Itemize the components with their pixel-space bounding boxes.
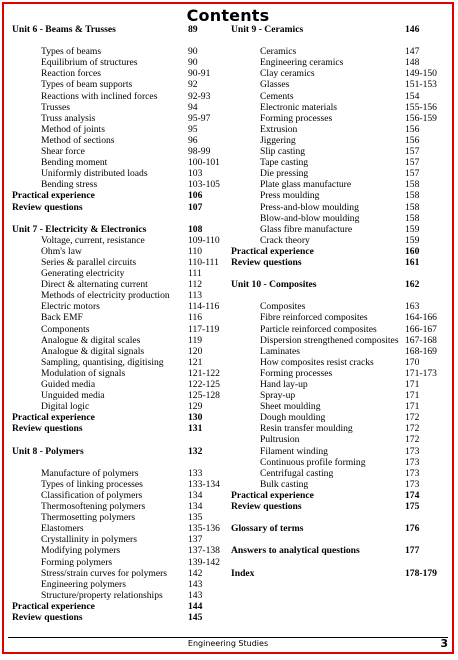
toc-entry-page: 120: [188, 345, 203, 357]
toc-entry-page: 90: [188, 46, 198, 58]
toc-entry-title: Components: [41, 323, 90, 335]
toc-entry: [12, 79, 227, 90]
toc-entry: [12, 523, 227, 534]
toc-unit-heading: [231, 24, 447, 35]
toc-entry-title: Unguided media: [41, 390, 105, 402]
toc-entry-page: 117-119: [188, 323, 220, 335]
toc-entry-page: 134: [188, 489, 203, 501]
toc-entry-page: 132: [188, 445, 203, 457]
toc-entry: [231, 257, 447, 268]
toc-entry-page: 95: [188, 123, 198, 135]
toc-entry-title: Review questions: [231, 501, 302, 513]
toc-entry-page: 131: [188, 423, 203, 435]
toc-entry-page: 100-101: [188, 157, 220, 169]
toc-entry-page: 110-111: [188, 256, 219, 268]
toc-entry-page: 171: [405, 379, 420, 390]
toc-entry-title: Trusses: [41, 101, 70, 113]
toc-entry-page: 134: [188, 501, 203, 513]
toc-entry: [12, 423, 227, 434]
toc-entry: [12, 202, 227, 213]
toc-entry-title: Dispersion strengthened composites: [260, 334, 399, 346]
toc-entry-page: 172: [405, 412, 420, 424]
toc-entry-page: 176: [405, 523, 420, 535]
toc-entry-title: Centrifugal casting: [260, 467, 334, 479]
toc-entry-page: 163: [405, 301, 420, 313]
toc-entry: [231, 412, 447, 423]
toc-entry-page: 173: [405, 445, 420, 457]
toc-entry-page: 109-110: [188, 234, 220, 246]
toc-entry: [12, 468, 227, 479]
toc-entry-title: Series & parallel circuits: [41, 256, 137, 268]
toc-entry-page: 139-142: [188, 556, 220, 568]
toc-entry-page: 158: [405, 179, 420, 191]
toc-entry-page: 156-159: [405, 112, 437, 124]
toc-entry-page: 90: [188, 57, 198, 69]
toc-entry-title: Practical experience: [12, 600, 95, 612]
toc-entry-page: 174: [405, 489, 420, 501]
toc-entry: [231, 224, 447, 235]
toc-entry-title: Modulation of signals: [41, 367, 126, 379]
toc-entry-page: 107: [188, 201, 203, 213]
toc-entry-page: 166-167: [405, 323, 437, 335]
toc-entry: [231, 91, 447, 102]
toc-entry: [12, 346, 227, 357]
toc-entry: [231, 46, 447, 57]
toc-entry-page: 135-136: [188, 523, 220, 535]
toc-entry-title: Modifying polymers: [41, 545, 121, 557]
toc-entry-page: 162: [405, 279, 420, 291]
toc-entry-title: Plate glass manufacture: [260, 179, 352, 191]
toc-entry-page: 178-179: [405, 567, 437, 579]
toc-entry-title: Direct & alternating current: [41, 279, 148, 291]
toc-entry: [12, 290, 227, 301]
toc-entry-title: Unit 6 - Beams & Trusses: [12, 24, 116, 35]
toc-entry: [231, 190, 447, 201]
toc-entry: [12, 401, 227, 412]
toc-entry: [231, 490, 447, 501]
toc-entry-title: Reaction forces: [41, 68, 101, 80]
toc-entry-page: 95-97: [188, 112, 211, 124]
toc-entry-page: 156: [405, 134, 420, 146]
toc-entry: [12, 612, 227, 623]
toc-entry: [12, 301, 227, 312]
toc-entry-title: Truss analysis: [41, 112, 96, 124]
toc-entry-page: 112: [188, 279, 203, 291]
toc-entry: [12, 545, 227, 556]
toc-entry: [12, 102, 227, 113]
toc-entry-page: 172: [405, 434, 420, 446]
toc-entry-page: 133-134: [188, 478, 220, 490]
toc-entry-page: 151-153: [405, 79, 437, 91]
toc-entry: [12, 179, 227, 190]
toc-entry-page: 171: [405, 390, 420, 402]
toc-entry-title: Classification of polymers: [41, 489, 143, 501]
toc-entry: [231, 423, 447, 434]
toc-entry-title: Elastomers: [41, 523, 84, 535]
toc-entry: [12, 157, 227, 168]
page: [2, 2, 454, 654]
left-column: [12, 24, 227, 623]
toc-entry: [12, 490, 227, 501]
toc-entry: [12, 168, 227, 179]
toc-entry: [12, 312, 227, 323]
spacer: [12, 457, 227, 468]
toc-entry-title: Analogue & digital signals: [41, 345, 145, 357]
toc-entry-title: Forming polymers: [41, 556, 113, 568]
toc-entry-title: Practical experience: [12, 412, 95, 424]
toc-unit-heading: [12, 224, 227, 235]
toc-entry-title: Back EMF: [41, 312, 83, 324]
toc-entry-page: 175: [405, 501, 420, 513]
spacer: [12, 35, 227, 46]
toc-entry-page: 108: [188, 223, 203, 235]
toc-entry: [12, 335, 227, 346]
toc-entry: [12, 190, 227, 201]
toc-entry: [231, 401, 447, 412]
toc-entry-title: Sheet moulding: [260, 401, 321, 413]
toc-entry-title: Crystallinity in polymers: [41, 534, 137, 546]
toc-entry-title: Types of beam supports: [41, 79, 133, 91]
toc-entry: [231, 157, 447, 168]
toc-entry-page: 113: [188, 290, 203, 302]
toc-entry-page: 143: [188, 578, 203, 590]
toc-entry: [231, 357, 447, 368]
toc-entry: [12, 57, 227, 68]
toc-entry-page: 133: [188, 467, 203, 479]
toc-entry-title: Stress/strain curves for polymers: [41, 567, 168, 579]
toc-entry: [231, 324, 447, 335]
spacer: [231, 35, 447, 46]
toc-entry-title: Method of sections: [41, 134, 115, 146]
toc-entry-page: 159: [405, 223, 420, 235]
toc-entry-page: 159: [405, 234, 420, 246]
toc-entry-page: 103-105: [188, 179, 220, 191]
toc-entry-page: 155-156: [405, 101, 437, 113]
toc-entry: [231, 312, 447, 323]
toc-entry: [12, 379, 227, 390]
toc-entry-page: 145: [188, 611, 203, 623]
toc-entry-page: 122-125: [188, 379, 220, 390]
toc-entry: [12, 590, 227, 601]
spacer: [231, 290, 447, 301]
toc-entry-page: 114-116: [188, 301, 220, 313]
toc-entry-title: Ohm's law: [41, 245, 82, 257]
toc-entry-page: 143: [188, 589, 203, 601]
toc-entry: [231, 335, 447, 346]
toc-unit-heading: [12, 24, 227, 35]
toc-entry-title: Uniformly distributed loads: [41, 168, 148, 180]
toc-entry-page: 111: [188, 268, 202, 280]
toc-entry-title: Extrusion: [260, 123, 298, 135]
toc-entry: [12, 501, 227, 512]
toc-entry: [231, 379, 447, 390]
toc-entry-page: 135: [188, 512, 203, 524]
toc-unit-heading: [231, 545, 447, 556]
toc-entry-title: Crack theory: [260, 234, 310, 246]
toc-entry-title: Index: [231, 567, 255, 579]
toc-entry-page: 116: [188, 312, 203, 324]
toc-entry-title: Tape casting: [260, 157, 309, 169]
toc-entry-title: Sampling, quantising, digitising: [41, 356, 164, 368]
toc-entry-title: Resin transfer moulding: [260, 423, 353, 435]
toc-entry-title: Engineering ceramics: [260, 57, 344, 69]
spacer: [12, 213, 227, 224]
toc-entry-page: 121: [188, 356, 203, 368]
toc-entry: [231, 446, 447, 457]
toc-entry-title: Review questions: [231, 256, 302, 268]
toc-entry: [231, 390, 447, 401]
toc-entry-title: Method of joints: [41, 123, 105, 135]
toc-entry-title: Answers to analytical questions: [231, 545, 360, 557]
toc-entry-page: 125-128: [188, 390, 220, 402]
toc-entry: [12, 124, 227, 135]
toc-entry: [231, 102, 447, 113]
toc-entry-title: Bulk casting: [260, 478, 309, 490]
toc-entry-page: 144: [188, 600, 203, 612]
toc-entry-page: 121-122: [188, 367, 220, 379]
toc-entry-title: Generating electricity: [41, 268, 125, 280]
toc-entry-title: Types of beams: [41, 46, 102, 58]
toc-entry: [231, 57, 447, 68]
toc-entry: [12, 412, 227, 423]
toc-entry-title: Forming processes: [260, 112, 333, 124]
toc-entry: [12, 324, 227, 335]
toc-entry-title: Press-and-blow moulding: [260, 201, 359, 213]
toc-entry-title: Laminates: [260, 345, 300, 357]
toc-entry: [231, 246, 447, 257]
toc-unit-heading: [231, 279, 447, 290]
toc-entry-page: 147: [405, 46, 420, 58]
toc-entry-title: Glasses: [260, 79, 290, 91]
toc-entry-page: 161: [405, 256, 420, 268]
toc-entry-page: 157: [405, 157, 420, 169]
spacer: [12, 434, 227, 445]
toc-entry-title: Pultrusion: [260, 434, 300, 446]
toc-entry: [12, 512, 227, 523]
toc-entry-page: 156: [405, 123, 420, 135]
toc-entry-page: 130: [188, 412, 203, 424]
toc-entry: [12, 579, 227, 590]
toc-entry: [231, 346, 447, 357]
toc-entry: [231, 501, 447, 512]
toc-unit-heading: [12, 446, 227, 457]
toc-entry-title: Review questions: [12, 423, 83, 435]
toc-entry-page: 158: [405, 201, 420, 213]
toc-entry: [231, 434, 447, 445]
toc-entry-page: 168-169: [405, 345, 437, 357]
toc-entry-page: 158: [405, 190, 420, 202]
toc-entry: [231, 113, 447, 124]
toc-entry-page: 171: [405, 401, 420, 413]
spacer: [231, 512, 447, 523]
toc-entry-page: 157: [405, 168, 420, 180]
toc-entry-title: Die pressing: [260, 168, 309, 180]
toc-entry-title: Cements: [260, 90, 294, 102]
toc-entry: [12, 557, 227, 568]
toc-entry-page: 173: [405, 456, 420, 468]
toc-entry-page: 157: [405, 146, 420, 158]
toc-entry-page: 148: [405, 57, 420, 69]
toc-entry-page: 106: [188, 190, 203, 202]
toc-entry-title: Fibre reinforced composites: [260, 312, 368, 324]
toc-entry-page: 92-93: [188, 90, 211, 102]
toc-entry-title: Blow-and-blow moulding: [260, 212, 360, 224]
toc-entry: [231, 168, 447, 179]
toc-entry: [12, 357, 227, 368]
toc-entry-title: Practical experience: [231, 245, 314, 257]
toc-entry-title: Hand lay-up: [260, 379, 308, 390]
toc-entry-title: Filament winding: [260, 445, 328, 457]
toc-entry-title: Dough moulding: [260, 412, 326, 424]
footer-text: Engineering Studies: [187, 639, 269, 648]
toc-entry-page: 96: [188, 134, 198, 146]
toc-entry: [12, 568, 227, 579]
toc-entry-title: Forming processes: [260, 367, 333, 379]
toc-entry-page: 172: [405, 423, 420, 435]
toc-entry: [231, 202, 447, 213]
toc-entry-title: Press moulding: [260, 190, 320, 202]
toc-entry-title: Continuous profile forming: [260, 456, 366, 468]
toc-entry-page: 154: [405, 90, 420, 102]
toc-entry: [231, 479, 447, 490]
toc-entry-page: 94: [188, 101, 198, 113]
toc-entry: [231, 468, 447, 479]
toc-entry: [12, 479, 227, 490]
toc-entry-page: 167-168: [405, 334, 437, 346]
toc-entry: [12, 113, 227, 124]
right-column: [231, 24, 447, 579]
toc-entry-page: 170: [405, 356, 420, 368]
toc-entry-page: 149-150: [405, 68, 437, 80]
toc-entry: [12, 235, 227, 246]
spacer: [231, 534, 447, 545]
toc-entry-title: Manufacture of polymers: [41, 467, 139, 479]
toc-entry-title: Bending moment: [41, 157, 108, 169]
toc-entry-page: 110: [188, 245, 203, 257]
toc-entry: [231, 235, 447, 246]
toc-entry-title: Reactions with inclined forces: [41, 90, 158, 102]
toc-entry-page: 98-99: [188, 146, 211, 158]
toc-entry-title: Analogue & digital scales: [41, 334, 141, 346]
toc-entry-page: 158: [405, 212, 420, 224]
toc-entry-title: Thermosetting polymers: [41, 512, 136, 524]
toc-entry-title: Slip casting: [260, 146, 306, 158]
toc-entry: [12, 146, 227, 157]
toc-entry-title: Clay ceramics: [260, 68, 315, 80]
page-title: Contents: [186, 6, 270, 25]
toc-entry-title: Bending stress: [41, 179, 98, 191]
toc-entry: [12, 68, 227, 79]
toc-entry-page: 119: [188, 334, 203, 346]
toc-entry-title: Practical experience: [12, 190, 95, 202]
toc-entry-page: 173: [405, 467, 420, 479]
footer: [8, 637, 448, 650]
toc-entry: [231, 68, 447, 79]
toc-entry-page: 103: [188, 168, 203, 180]
toc-entry-title: Jiggering: [260, 134, 296, 146]
toc-entry-title: Shear force: [41, 146, 85, 158]
toc-entry-page: 177: [405, 545, 420, 557]
toc-entry-title: Unit 8 - Polymers: [12, 445, 84, 457]
toc-entry-page: 160: [405, 245, 420, 257]
toc-entry-title: Methods of electricity production: [41, 290, 170, 302]
toc-entry: [12, 368, 227, 379]
toc-entry: [231, 146, 447, 157]
toc-entry: [12, 257, 227, 268]
toc-entry-title: Unit 9 - Ceramics: [231, 24, 304, 35]
toc-entry: [12, 390, 227, 401]
toc-entry-title: Unit 10 - Composites: [231, 279, 317, 291]
toc-entry-title: Types of linking processes: [41, 478, 143, 490]
toc-entry: [12, 534, 227, 545]
toc-entry: [12, 601, 227, 612]
toc-entry-title: Digital logic: [41, 401, 90, 413]
toc-entry-page: 129: [188, 401, 203, 413]
toc-entry-title: Guided media: [41, 379, 96, 390]
toc-entry-title: How composites resist cracks: [260, 356, 374, 368]
toc-entry: [12, 246, 227, 257]
toc-entry-page: 171-173: [405, 367, 437, 379]
toc-entry: [231, 135, 447, 146]
toc-entry-title: Electronic materials: [260, 101, 337, 113]
page-number: 3: [440, 637, 448, 650]
toc-entry-page: 137-138: [188, 545, 220, 557]
toc-unit-heading: [231, 568, 447, 579]
toc-entry: [12, 268, 227, 279]
toc-entry-title: Structure/property relationships: [41, 589, 163, 601]
toc-entry-title: Glossary of terms: [231, 523, 304, 535]
toc-entry: [231, 301, 447, 312]
toc-entry: [231, 368, 447, 379]
toc-entry: [12, 279, 227, 290]
toc-entry-page: 142: [188, 567, 203, 579]
toc-entry: [231, 179, 447, 190]
toc-entry-title: Voltage, current, resistance: [41, 234, 145, 246]
toc-entry-title: Engineering polymers: [41, 578, 126, 590]
toc-entry-title: Glass fibre manufacture: [260, 223, 353, 235]
spacer: [231, 557, 447, 568]
toc-entry-title: Review questions: [12, 611, 83, 623]
toc-entry: [231, 124, 447, 135]
toc-entry-page: 137: [188, 534, 203, 546]
toc-entry-title: Practical experience: [231, 489, 314, 501]
toc-entry: [12, 135, 227, 146]
toc-entry: [231, 213, 447, 224]
spacer: [231, 268, 447, 279]
toc-entry-page: 90-91: [188, 68, 211, 80]
toc-entry-page: 92: [188, 79, 198, 91]
toc-entry: [12, 46, 227, 57]
toc-entry-title: Spray-up: [260, 390, 296, 402]
toc-entry-page: 146: [405, 24, 420, 35]
toc-entry: [231, 79, 447, 90]
toc-entry-title: Composites: [260, 301, 306, 313]
toc-entry-title: Electric motors: [41, 301, 100, 313]
toc-entry-page: 164-166: [405, 312, 437, 324]
toc-entry-page: 173: [405, 478, 420, 490]
toc-entry-title: Thermosoftening polymers: [41, 501, 146, 513]
toc-entry-title: Ceramics: [260, 46, 297, 58]
toc-entry-page: 89: [188, 24, 198, 35]
toc-entry-title: Review questions: [12, 201, 83, 213]
toc-unit-heading: [231, 523, 447, 534]
toc-entry-title: Equilibrium of structures: [41, 57, 138, 69]
toc-entry: [231, 457, 447, 468]
toc-entry-title: Unit 7 - Electricity & Electronics: [12, 223, 147, 235]
toc-entry: [12, 91, 227, 102]
toc-entry-title: Particle reinforced composites: [260, 323, 377, 335]
